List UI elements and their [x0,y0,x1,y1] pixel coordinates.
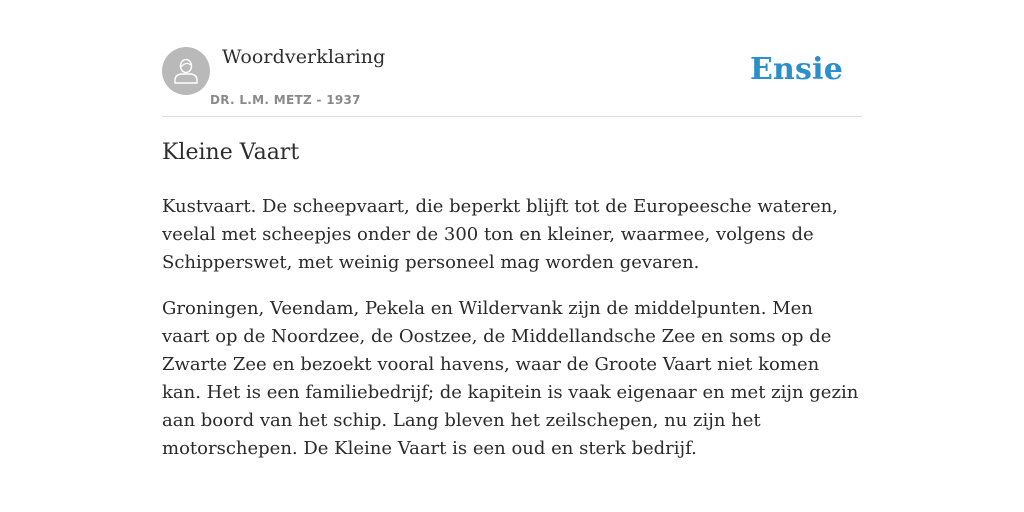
publication-year: 1937 [326,93,361,107]
article-card [162,0,862,459]
article-paragraph: Groningen, Veendam, Pekela en Wildervank zijn de middelpunten. Men vaart op de Noordzee, de Oostzee, de Middellandsche Zee en soms op de Zwarte Zee en bezoekt vooral havens, waar de Groote Vaart niet komen kan. Het is een familiebedrijf; de kapitein is vaak eigenaar en met zijn gezin aan boord van het schip. Lang bleven het zeilschepen, nu zijn het motorschepen. De Kleine Vaart is een oud en sterk bedrijf. [162,298,859,459]
article-paragraph: Kustvaart. De scheepvaart, die beperkt blijft tot de Europeesche wateren, veelal met scheepjes onder de 300 ton en kleiner, waarmee, volgens de Schipperswet, met weinig personeel mag worden gevaren. [162,196,838,273]
ensie-logo[interactable]: Ensie [749,52,843,87]
author-separator: - [311,93,327,107]
article-header [162,0,862,117]
author-avatar[interactable] [162,47,210,95]
article-body [162,193,862,481]
user-silhouette-icon [171,56,201,86]
author-name[interactable]: DR. L.M. METZ [210,93,312,107]
category-label[interactable]: Woordverklaring [222,46,386,68]
article-title: Kleine Vaart [162,140,300,165]
author-line [210,93,361,107]
